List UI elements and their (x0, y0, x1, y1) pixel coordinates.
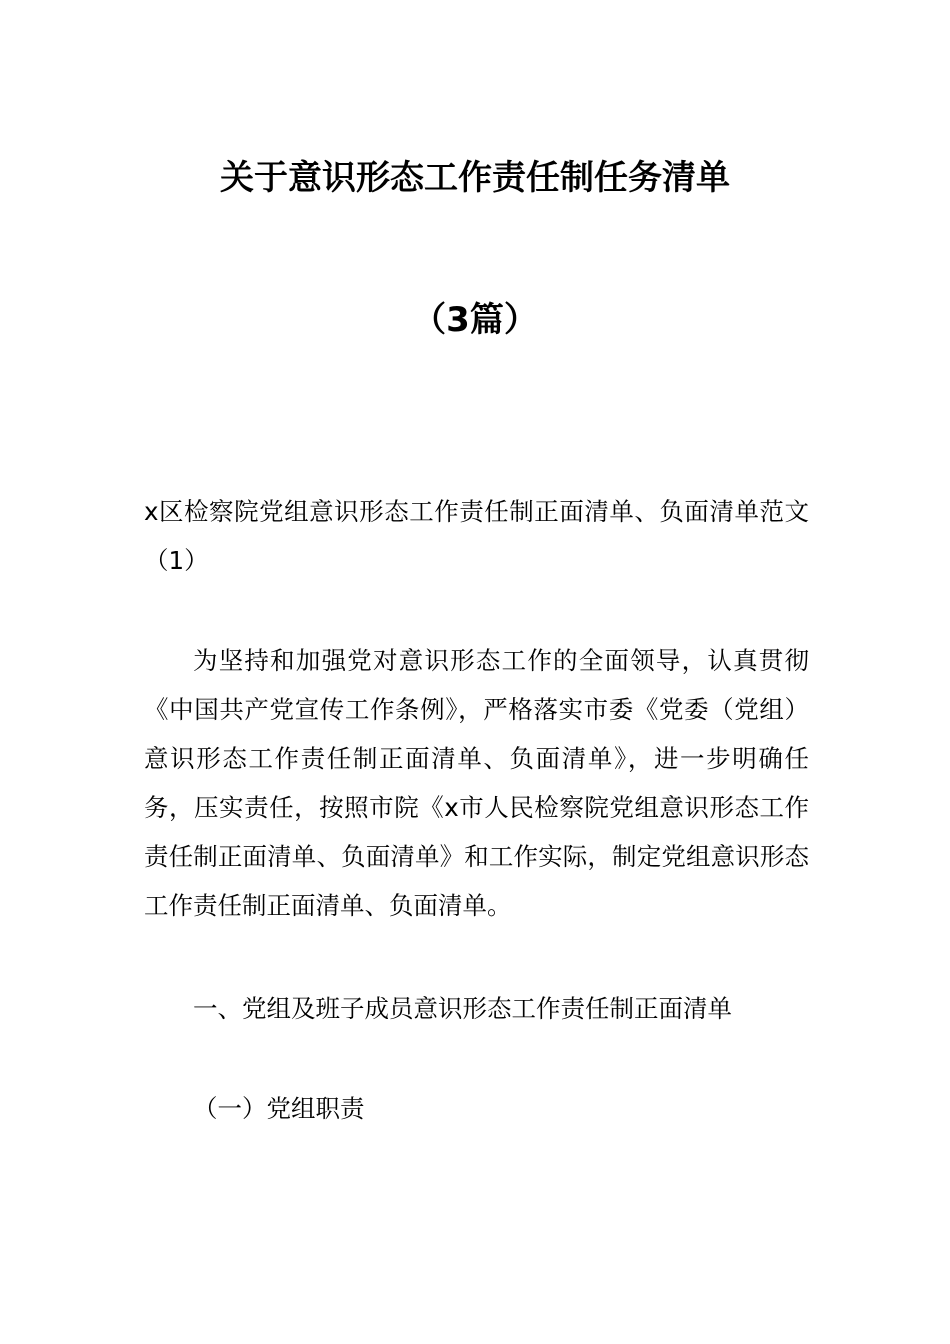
section-title: x区检察院党组意识形态工作责任制正面清单、负面清单范文（1） (144, 497, 809, 575)
heading-level-1: 一、党组及班子成员意识形态工作责任制正面清单 (193, 994, 732, 1023)
body-paragraph: 为坚持和加强党对意识形态工作的全面领导，认真贯彻《中国共产党宣传工作条例》，严格落实市委《党委（党组）意识形态工作责任制正面清单、负面清单》，进一步明确任务，压实责任，按照市院《x市人民检察院党组意识形态工作责任制正面清单、负面清单》和工作实际，制定党组意识形态工作责任制正面清单、负面清单。 (144, 646, 809, 920)
document-subtitle: （3篇） (412, 300, 538, 340)
heading-level-2: （一）党组职责 (193, 1094, 365, 1123)
document-title: 关于意识形态工作责任制任务清单 (220, 158, 730, 198)
